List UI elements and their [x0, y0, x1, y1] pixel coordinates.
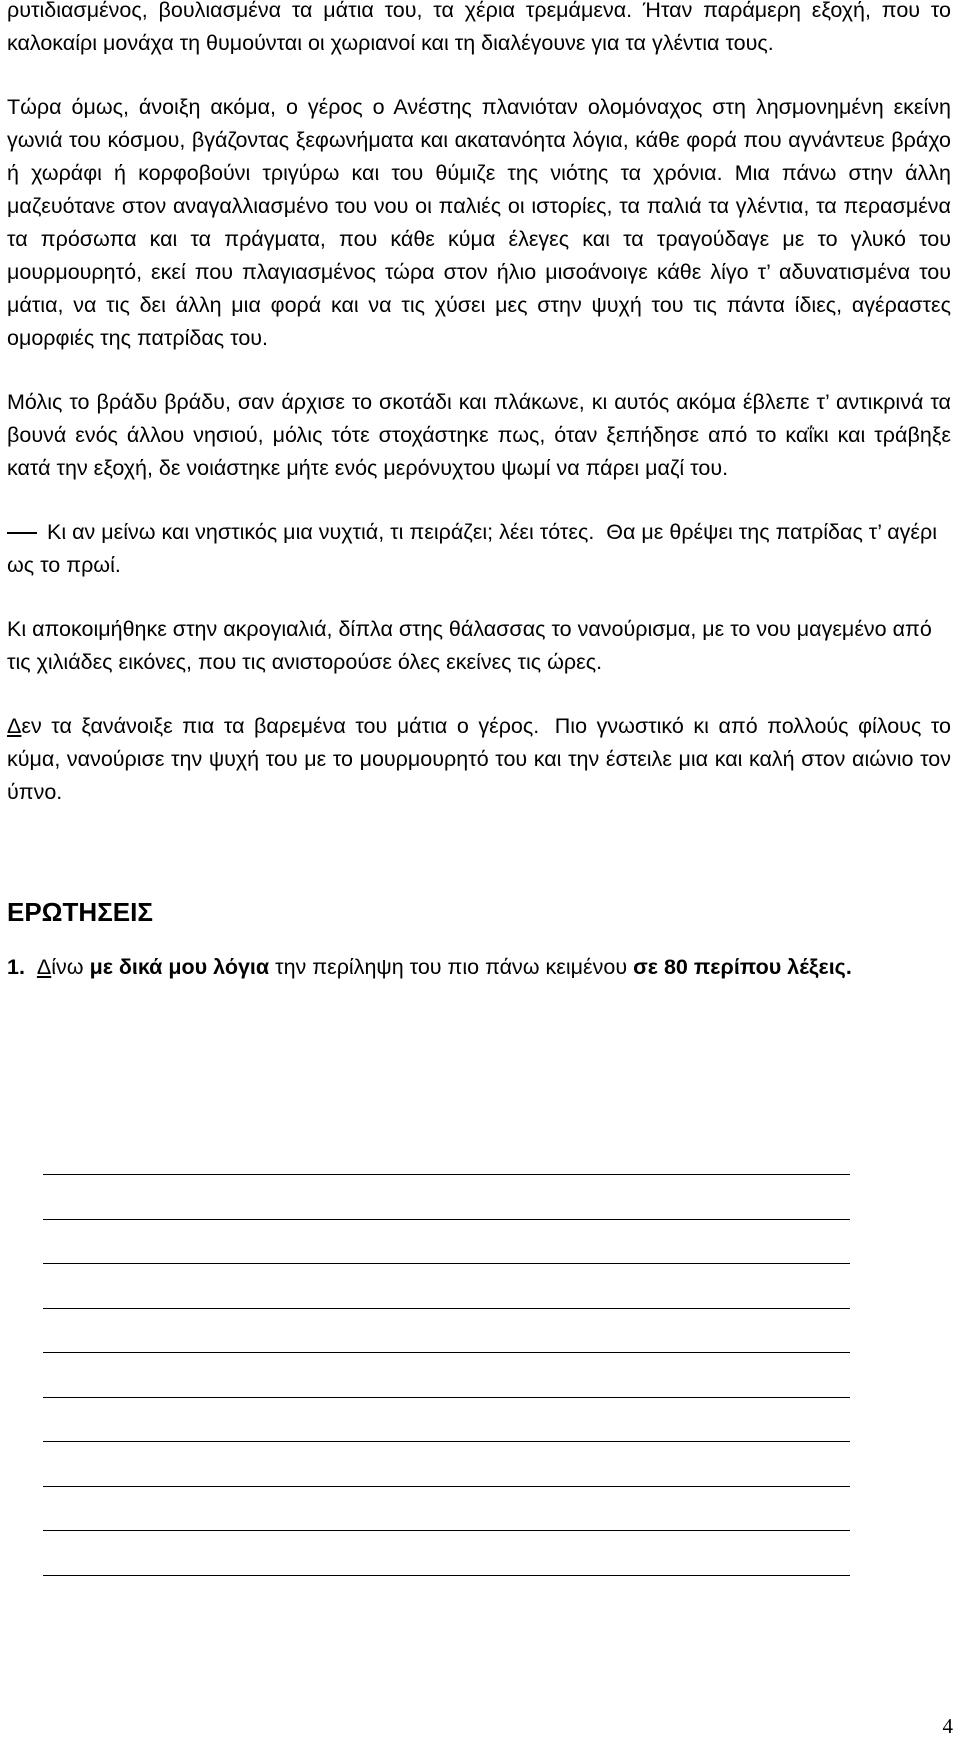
answer-line — [43, 1441, 850, 1442]
dialogue-text-continued: Θα με θρέψει της πατρίδας τ’ αγέρι ως το πρωί. — [7, 520, 937, 577]
question-number: 1. — [7, 955, 25, 979]
paragraph-text-continued: Πιο γνωστικό κι από πολλούς φίλους το κύμα, νανούρισε την ψυχή του με το μουρμουρητό του και την έστειλε μια και καλή στον αιώνιο τον ύπνο. — [7, 714, 951, 804]
document-page — [7, 0, 953, 984]
question-emphasis: σε 80 περίπου λέξεις. — [633, 955, 852, 979]
paragraph: Τώρα όμως, άνοιξη ακόμα, ο γέρος ο Ανέστης πλανιόταν ολομόναχος στη λησμονημένη εκείνη γωνιά του κόσμου, βγάζοντας ξεφωνήματα και ακατανόητα λόγια, κάθε φορά που αγνάντευε βράχο ή χωράφι ή κορφοβούνι τριγύρω και του θύμιζε της νιότης τα χρόνια. Μια πάνω στην άλλη μαζευότανε στον αναγαλλιασμένο του νου οι παλιές οι ιστορίες, τα παλιά τα γλέντια, τα περασμένα τα πρόσωπα και τα πράγματα, που κάθε κύμα έλεγες και τα τραγούδαγε με το γλυκό του μουρμουρητό, εκεί που πλαγιασμένος τώρα στον ήλιο μισοάνοιγε κάθε λίγο τ’ αδυνατισμένα του μάτια, να τις δει άλλη μια φορά και να τις χύσει μες στην ψυχή του τις πάντα ίδιες, αγέραστες ομορφιές της πατρίδας του. — [7, 95, 951, 350]
questions-heading: ΕΡΩΤΗΣΕΙΣ — [7, 897, 153, 927]
dialogue-text: Κι αν μείνω και νηστικός μια νυχτιά, τι πειράζει; λέει τότες. — [46, 520, 595, 544]
answer-line — [43, 1174, 850, 1175]
answer-line — [43, 1530, 850, 1531]
paragraph: ρυτιδιασμένος, βουλιασμένα τα μάτια του, τα χέρια τρεμάμενα. Ήταν παράμερη εξοχή, που το καλοκαίρι μονάχα τη θυμούνται οι χωριανοί και τη διαλέγουνε για τα γλέντια τους. — [7, 0, 951, 55]
underlined-initial: Δ — [36, 955, 52, 979]
page-number: 4 — [942, 1714, 953, 1738]
dialogue-paragraph — [7, 516, 953, 582]
answer-line — [43, 1397, 850, 1398]
question-text: ίνω — [51, 955, 90, 979]
answer-line — [43, 1263, 850, 1264]
paragraph: Μόλις το βράδυ βράδυ, σαν άρχισε το σκοτάδι και πλάκωνε, κι αυτός ακόμα έβλεπε τ’ αντικρινά τα βουνά ενός άλλου νησιού, μόλις τότε στοχάστηκε πως, όταν ξεπήδησε από το καΐκι και τράβηξε κατά την εξοχή, δε νοιάστηκε μήτε ενός μερόνυχτου ψωμί να πάρει μαζί του. — [7, 390, 951, 480]
underlined-initial: Δ — [7, 714, 22, 738]
question-1 — [7, 951, 953, 984]
em-dash-mark — [7, 532, 37, 534]
answer-line — [43, 1575, 850, 1576]
answer-line — [43, 1352, 850, 1353]
answer-line — [43, 1219, 850, 1220]
paragraph: Κι αποκοιμήθηκε στην ακρογιαλιά, δίπλα στης θάλασσας το νανούρισμα, με το νου μαγεμένο από τις χιλιάδες εικόνες, που τις ανιστορούσε όλες εκείνες τις ώρες. — [7, 617, 932, 674]
answer-line — [43, 1308, 850, 1309]
question-emphasis: με δικά μου λόγια — [89, 955, 270, 979]
paragraph-text: εν τα ξανάνοιξε πια τα βαρεμένα του μάτια ο γέρος. — [21, 714, 540, 738]
paragraph — [7, 710, 953, 809]
answer-line — [43, 1486, 850, 1487]
question-text: την περίληψη του πιο πάνω κειμένου — [269, 955, 634, 979]
